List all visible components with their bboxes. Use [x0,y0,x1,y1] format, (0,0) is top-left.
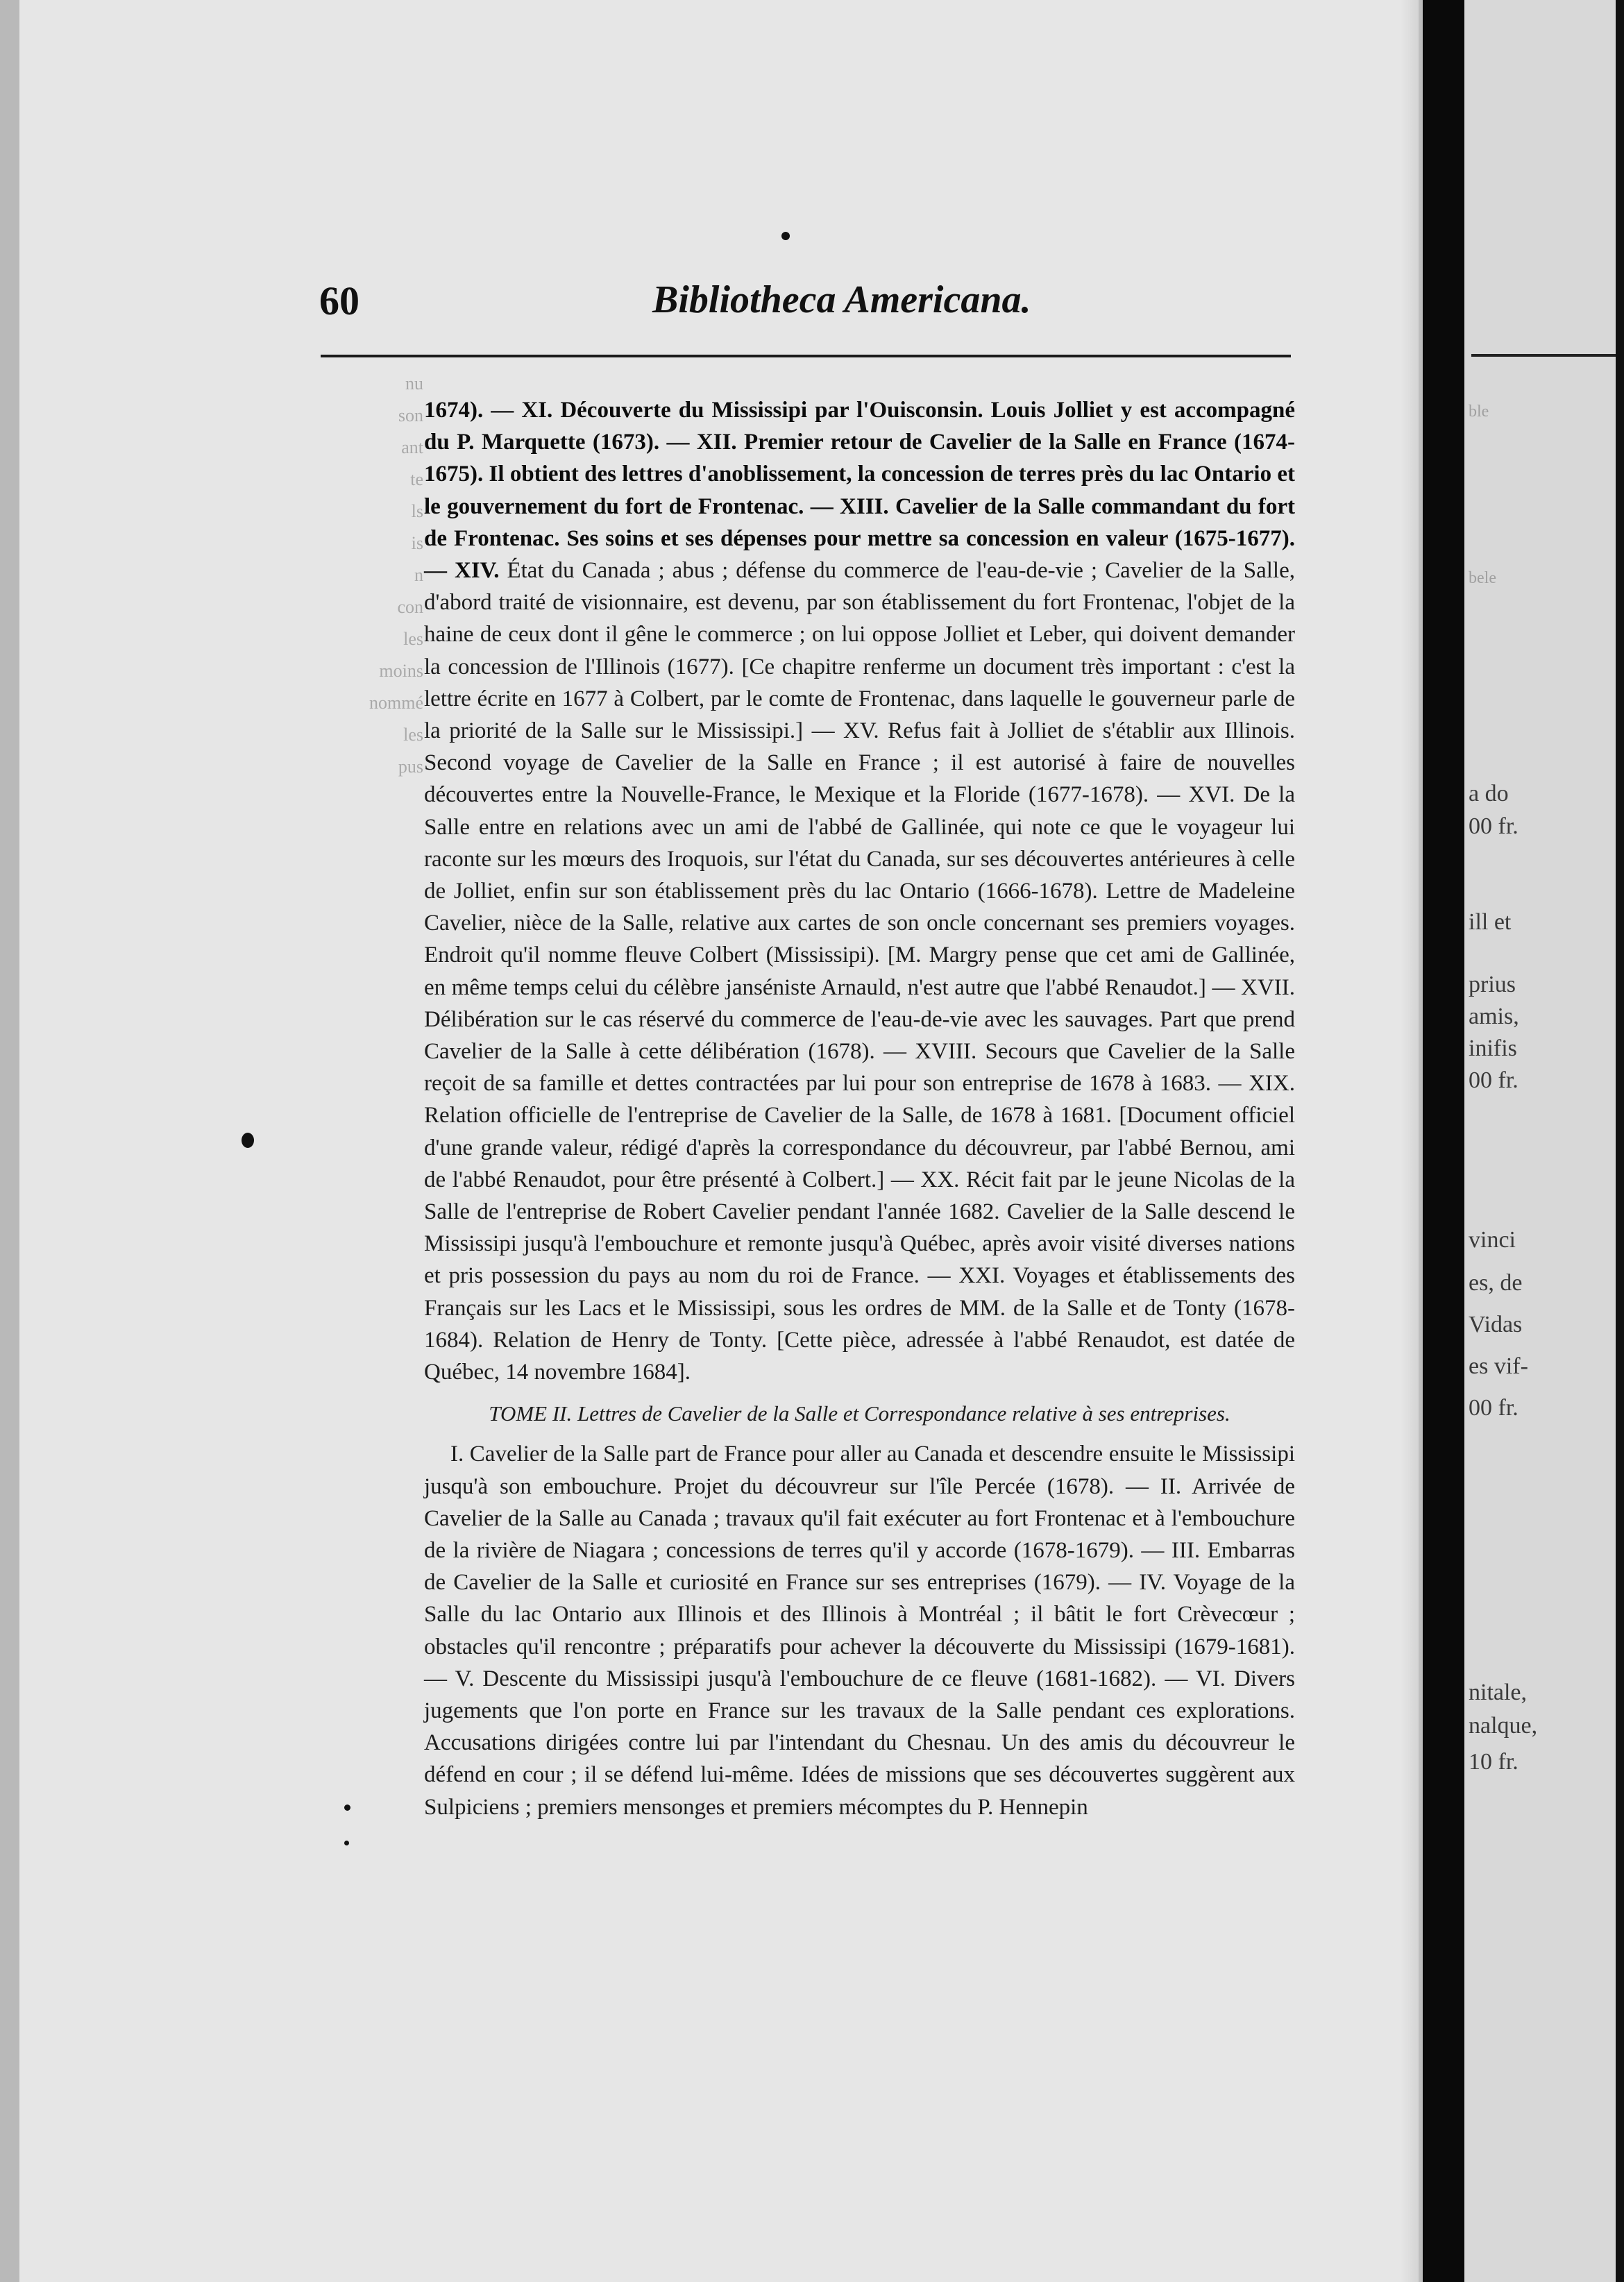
scan-right-edge [1616,0,1624,2282]
header-rule [321,355,1291,357]
section-heading [424,1398,1295,1430]
bleed-line: is [411,533,423,553]
bleed-line: ls [411,501,423,521]
paragraph: I. Cavelier de la Salle part de France pour aller au Canada et descendre ensuite le Mississipi jusqu'à son embouchure. Projet du découvreur sur l'île Percée (1678). — II. Arrivée de Cavelier de la Salle au Canada ; travaux qu'il fait exécuter au fort Frontenac et à l'embouchure de la rivière de Niagara ; concessions de terres qu'il y accorde (1678-1679). — III. Embarras de Cavelier de la Salle et curiosité en France sur ses entreprises (1679). — IV. Voyage de la Salle du lac Ontario aux Illinois et des Illinois à Montréal ; il bâtit le fort Crèvecœur ; obstacles qu'il rencontre ; préparatifs pour achever la découverte du Mississipi (1679-1681). — V. Descente du Mississipi jusqu'à l'embouchure de ce fleuve (1681-1682). — VI. Divers jugements que l'on porte en France sur les travaux de la Salle pendant ces explorations. Accusations dirigées contre lui par l'intendant du Chesnau. Un des amis du découvreur le défend en cour ; il se défend lui-même. Idées de missions que ses découvertes suggèrent aux Sulpiciens ; premiers mensonges et premiers mécomptes du P. Hennepin [424,1442,1295,1820]
bleed-line: nommé [369,693,423,713]
adjacent-page-fragment: nalque, [1469,1713,1538,1739]
adjacent-page-fragment: a do [1469,781,1509,806]
bleed-line: les [403,725,423,745]
ink-dot [344,1805,350,1811]
adjacent-page-fragment: 00 fr. [1469,813,1519,839]
section-heading-text: Lettres de Cavelier de la Salle et Correspondance relative à ses entreprises. [577,1401,1230,1426]
bleed-line: pus [398,757,423,777]
paragraph-rest: État du Canada ; abus ; défense du commerce de l'eau-de-vie ; Cavelier de la Salle, d'abord traité de visionnaire, est devenu, par son établissement du fort Frontenac, l'objet de la haine de ceux dont il gêne le commerce ; on lui oppose Jolliet et Leber, qui doivent demander la concession de l'Illinois (1677). [Ce chapitre renferme un document très important : c'est la lettre écrite en 1677 à Colbert, par le comte de Frontenac, dans laquelle le gouverneur parle de la priorité de la Salle sur le Mississipi.] — XV. Refus fait à Jolliet de s'établir aux Illinois. Second voyage de Cavelier de la Salle en France ; il est autorisé à faire de nouvelles découvertes entre la Nouvelle-France, le Mexique et la Floride (1677-1678). — XVI. De la Salle entre en relations avec un ami de l'abbé de Gallinée, qui note ce que le voyageur lui raconte sur les mœurs des Iroquois, sur l'état du Canada, sur ses découvertes antérieures à celle de Jolliet, enfin sur son établissement près du lac Ontario (1666-1678). Lettre de Madeleine Cavelier, nièce de la Salle, relative aux cartes de son oncle concernant ses premiers voyages. Endroit qu'il nomme fleuve Colbert (Mississipi). [M. Margry pense que cet ami de Gallinée, en même temps celui du célèbre janséniste Arnauld, n'est autre que l'abbé Renaudot.] — XVII. Délibération sur le cas réservé du commerce de l'eau-de-vie avec les sauvages. Part que prend Cavelier de la Salle à cette délibération (1678). — XVIII. Secours que Cavelier de la Salle reçoit de sa famille et dettes contractées par lui pour son entreprise de 1678 à 1683. — XIX. Relation officielle de l'entreprise de Cavelier de la Salle, de 1678 à 1681. [Document officiel d'une grande valeur, rédigé d'après la correspondance du découvreur, par l'abbé Bernou, ami de l'abbé Renaudot, pour être présenté à Colbert.] — XX. Récit fait par le jeune Nicolas de la Salle de l'entreprise de Robert Cavelier pendant l'année 1682. Cavelier de la Salle descend le Mississipi jusqu'à l'embouchure et remonte jusqu'à Québec, après avoir visité diverses nations et pris possession du pays au nom du roi de France. — XXI. Voyages et établissements des Français sur les Lacs et le Mississipi, sous les ordres de MM. de la Salle et de Tonty (1678-1684). Relation de Henry de Tonty. [Cette pièce, adressée à l'abbé Renaudot, est datée de Québec, 14 novembre 1684]. [424,558,1295,1385]
scan-left-margin [0,0,19,2282]
ink-dot [781,232,790,240]
adjacent-page-rule [1471,354,1624,357]
adjacent-page-fragment: ble [1469,403,1489,421]
section-heading-tome: TOME II. [489,1401,573,1426]
bleed-line: son [398,405,423,425]
adjacent-page-fragment: 00 fr. [1469,1395,1519,1421]
ink-dot [344,1841,349,1845]
header-title: Bibliotheca Americana. [652,278,1031,321]
adjacent-page-fragment: 00 fr. [1469,1067,1519,1093]
bleed-line: n [414,565,423,585]
body-text [424,394,1295,1823]
adjacent-page-fragment: bele [1469,569,1496,587]
page-number: 60 [319,278,360,323]
bleed-line: moins [379,661,423,681]
bleed-line: nu [405,373,423,394]
paragraph [424,394,1295,1388]
adjacent-page-fragment: Vidas [1469,1312,1523,1337]
bleed-through-text [305,368,423,1895]
running-head [319,278,1291,326]
book-gutter-dark [1423,0,1464,2282]
adjacent-page-fragment: inifis [1469,1036,1517,1061]
adjacent-page-fragment: amis, [1469,1004,1519,1029]
bleed-line: les [403,629,423,649]
ink-dot [242,1133,254,1148]
bleed-line: ant [401,437,423,457]
bleed-line: con [397,597,423,617]
adjacent-page-fragment: 10 fr. [1469,1749,1519,1775]
paragraph-heavy-part: 1674). — XI. Découverte du Mississipi par l'Ouisconsin. Louis Jolliet y est accompagné du P. Marquette (1673). — XII. Premier retour de Cavelier de la Salle en France (1674-1675). Il obtient des lettres d'anoblissement, la concession de terres près du lac Ontario et le gouvernement du fort de Frontenac. — XIII. Cavelier de la Salle commandant du fort de Frontenac. Ses soins et ses dépenses pour mettre sa concession en valeur (1675-1677). — XIV. [424,398,1295,584]
adjacent-page-fragment: es, de [1469,1270,1523,1296]
adjacent-page-fragment: vinci [1469,1227,1516,1253]
adjacent-page-fragment: ill et [1469,909,1512,935]
adjacent-page-fragment: prius [1469,972,1516,997]
adjacent-page-fragment: nitale, [1469,1680,1528,1705]
adjacent-page-edge [1464,0,1624,2282]
adjacent-page-fragment: es vif- [1469,1353,1528,1379]
bleed-line: te [410,469,423,489]
